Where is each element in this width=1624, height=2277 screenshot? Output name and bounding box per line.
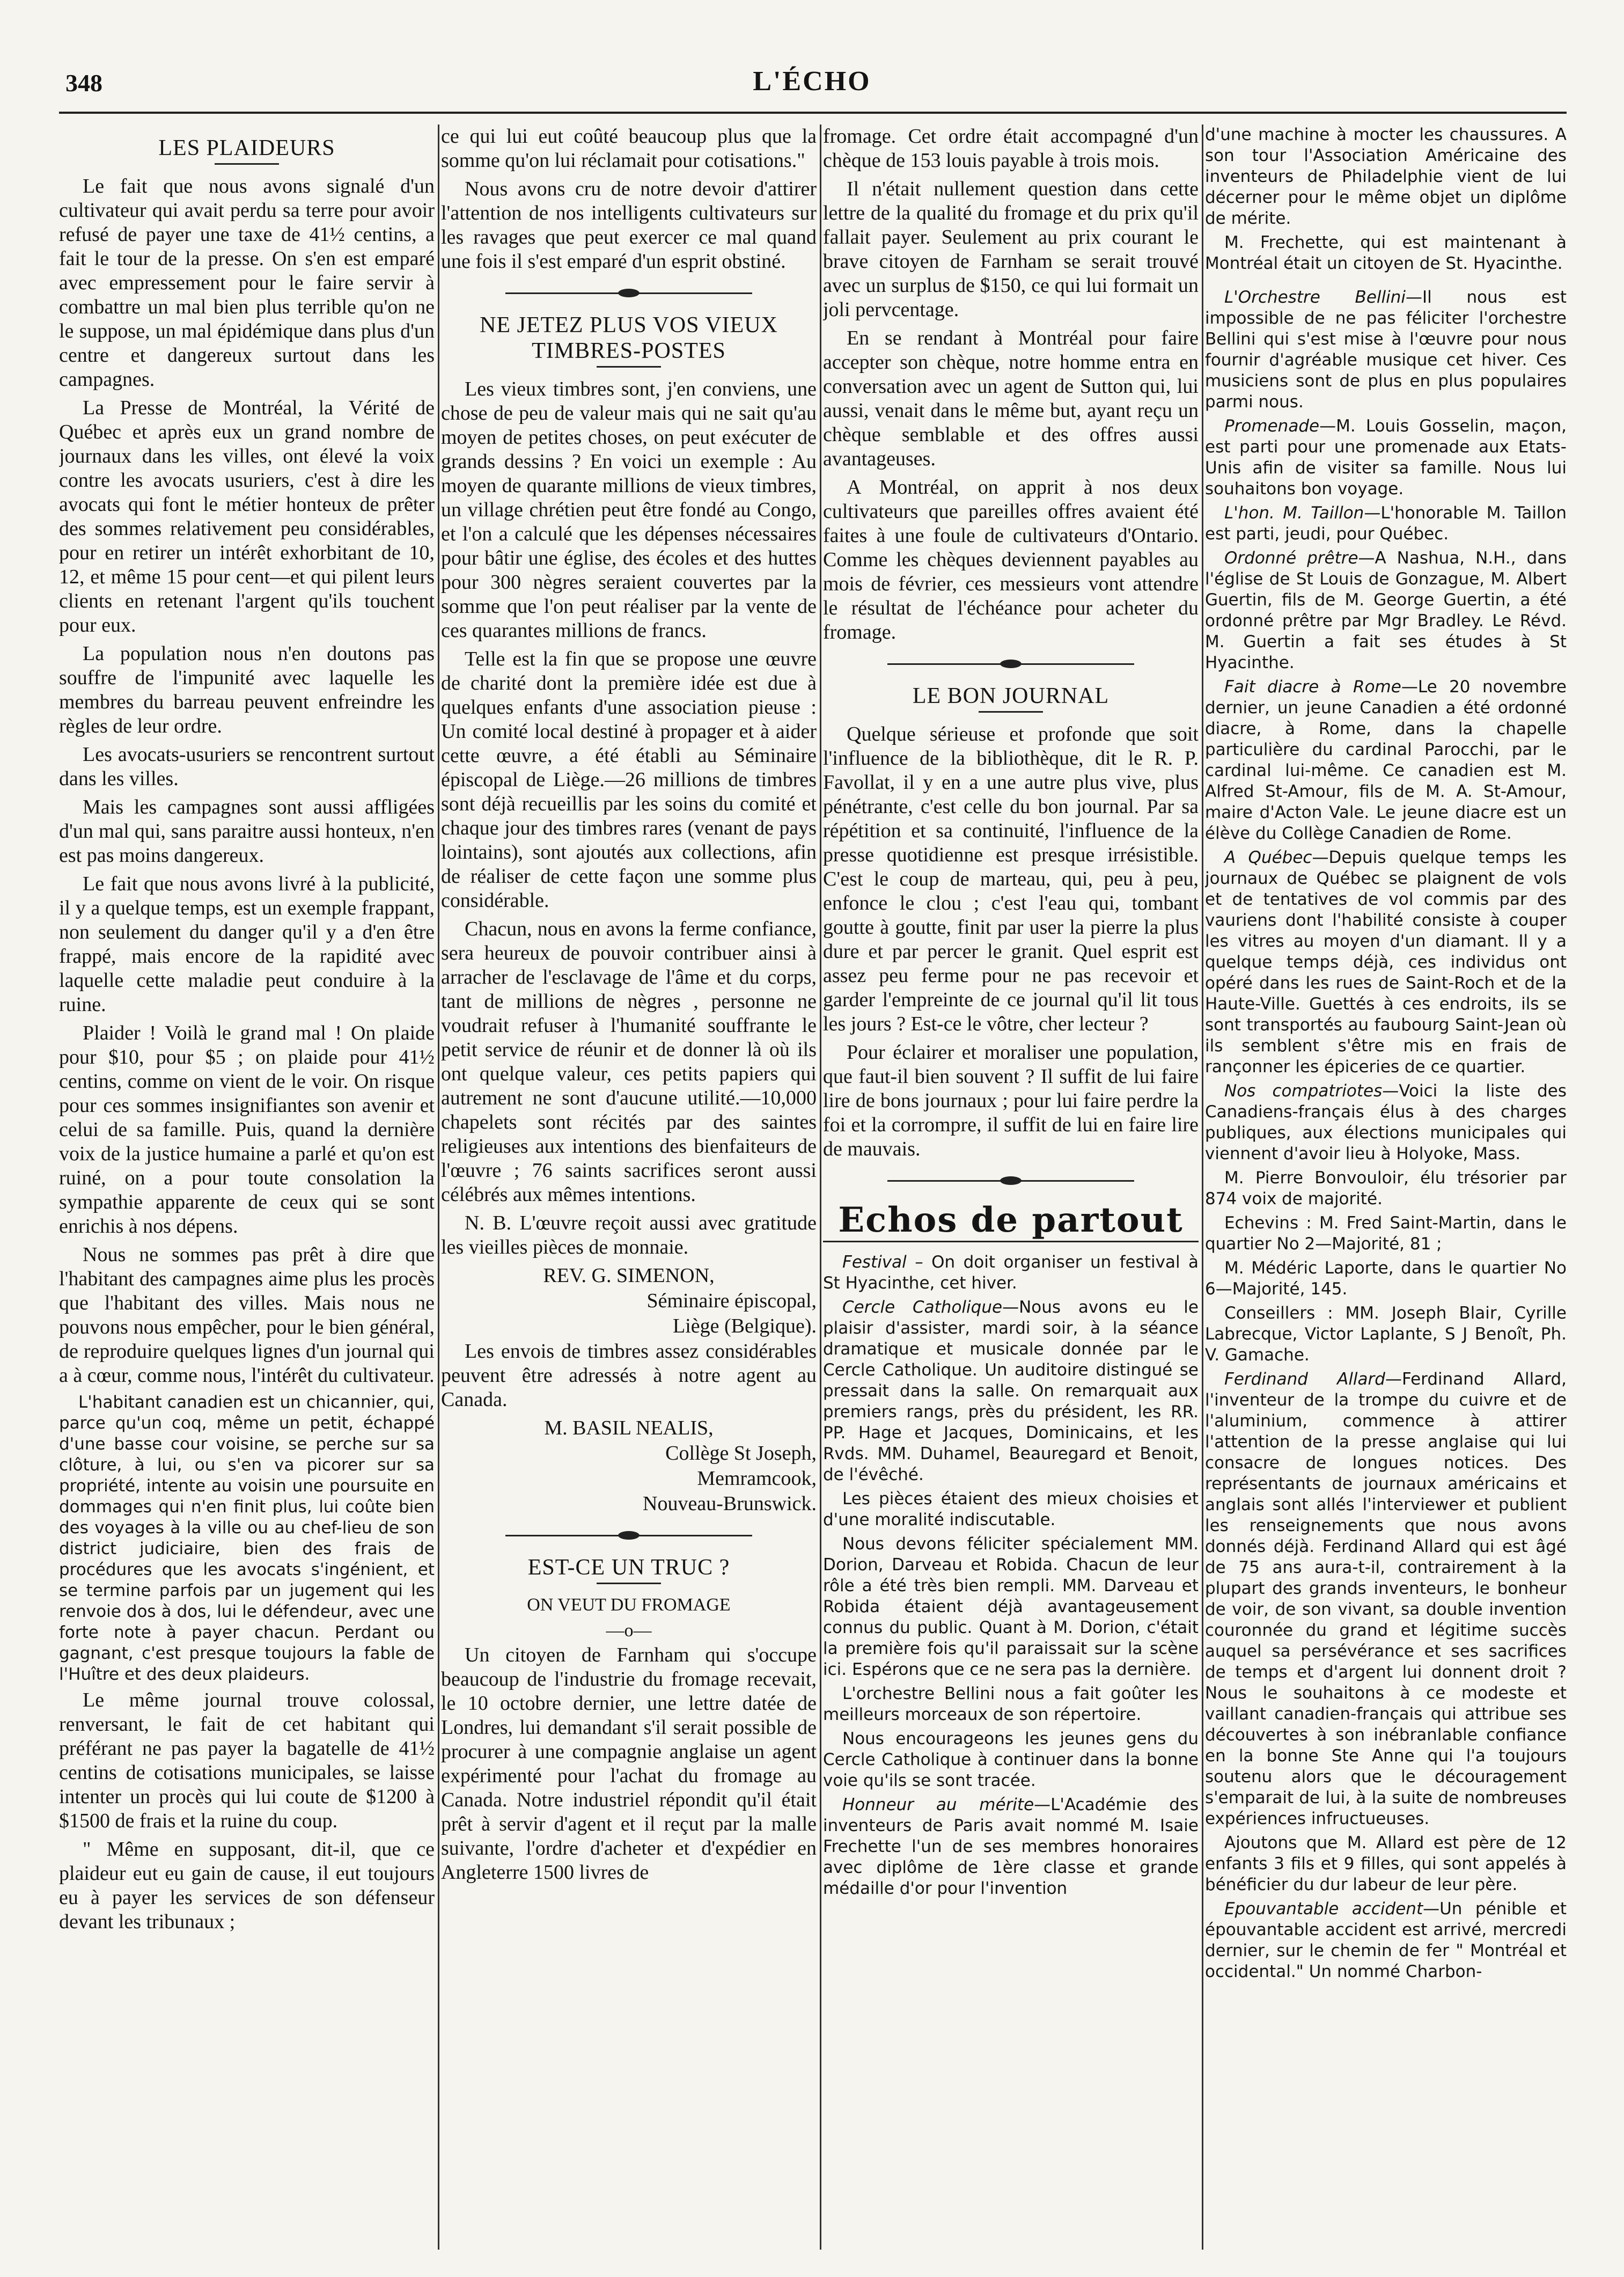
news-item [1205,677,1567,844]
signature-line: Nouveau-Brunswick. [643,1492,817,1515]
news-item-body: – On doit organiser un festival à St Hyacinthe, cet hiver. [823,1253,1199,1293]
news-item-lead: Ordonné prêtre [1224,548,1358,568]
masthead-title: L'ÉCHO [753,66,871,97]
column-1 [59,125,435,2250]
news-item [1205,1899,1567,1982]
paragraph: A Montréal, on apprit à nos deux cultivateurs que pareilles offres avaient été faites à une foule de cultivateurs d'Ontario. Comme les chèques deviennent payables au mois de février, ces messieurs vont attendre le résultat de l'échéance pour acheter du fromage. [823,476,1199,643]
news-item [823,1297,1199,1485]
news-item: M. Frechette, qui est maintenant à Montréal était un citoyen de St. Hyacinthe. [1205,233,1567,273]
title-rule [597,1583,661,1584]
news-item-lead: L'hon. M. Taillon [1224,503,1364,523]
paragraph: ce qui lui eut coûté beaucoup plus que la somme qu'on lui réclamait pour cotisations." [441,125,817,172]
paragraph: Les avocats-usuriers se rencontrent surtout dans les villes. [59,743,435,790]
news-item-lead: Ferdinand Allard [1224,1370,1385,1389]
brief-news [823,1252,1199,1899]
article-subtitle: ON VEUT DU FROMAGE [527,1595,731,1615]
news-item-body: —A Nashua, N.H., dans l'église de St Louis de Gonzague, M. Albert Guertin, fils de M. George Guertin, a été ordonné prêtre par Mgr Bradley. Le Révd. M. Guertin a fait ses études à St Hyacinthe. [1205,548,1567,672]
news-item-body: —Depuis quelque temps les journaux de Québec se plaignent de vols et de tentatives de vol commis par des vauriens dont l'habilité consiste à couper les vitres au moyen d'un diamant. Il y a quelque temps déjà, ces individus ont opéré dans les rues de Saint-Roch et de la Haute-Ville. Guettés à ces endroits, ils se sont transportés au faubourg Saint-Jean où ils semblent s'être mis en frais de rançonner les épiceries de ce quartier. [1205,848,1567,1077]
subtitle-separator: —o— [606,1621,652,1641]
paragraph: L'habitant canadien est un chicannier, qui, parce qu'un coq, même un petit, échappé d'une basse cour voisine, se perche sur sa clôture, à lui, ou s'en va picorer sur sa propriété, intente au voisin une poursuite en dommages qui n'en finit plus, lui coûte bien des voyages à la ville ou au chef-lieu de son district judiciaire, bien des frais de procédures que les avocats s'ingénient, et se termine parfois par un jugement qui les renvoie dos à dos, lui le défendeur, avec une forte note à payer chacun. Perdant ou gagnant, c'est presque toujours la fable de l'Huître et des deux plaideurs. [59,1393,435,1684]
title-rule [215,163,279,165]
news-item-body: —Le 20 novembre dernier, un jeune Canadien a été ordonné diacre, à Rome, dans la chapelle particulière du cardinal Parocchi, par le cardinal lui-même. Ce canadien est M. Alfred St-Amour, fils de M. A. St-Amour, maire d'Acton Vale. Le jeune diacre est un élève du Collège Canadien de Rome. [1205,677,1567,843]
news-item [1205,1369,1567,1829]
news-item-body: —L'honorable M. Taillon est parti, jeudi, pour Québec. [1205,503,1567,544]
news-item: L'orchestre Bellini nous a fait goûter les meilleurs morceaux de son répertoire. [823,1684,1199,1724]
paragraph: La Presse de Montréal, la Vérité de Québec et après eux un grand nombre de journaux dans les villes, ont élevé la voix contre les avocats usuriers, c'est à dire les avocats qui font le métier honteux de prêter des sommes relativement peu considérables, pour en retirer un intérêt exhorbitant de 10, 12, et même 15 pour cent—et qui pilent leurs clients en retenant l'argent qu'ils touchent pour eux. [59,397,435,636]
signature-line: REV. G. SIMENON, [543,1264,715,1287]
article-title: NE JETEZ PLUS VOS VIEUX TIMBRES-POSTES [480,313,778,363]
paragraph: Le fait que nous avons livré à la publicité, il y a quelque temps, est un exemple frappant, non seulement du danger qu'il y a d'en être frappé, mais encore de la rapidité avec laquelle cette maladie peut conduire à la ruine. [59,873,435,1016]
column-divider [1202,125,1203,2250]
news-item: Conseillers : MM. Joseph Blair, Cyrille Labrecque, Victor Laplante, S J Benoît, Ph. V. Gamache. [1205,1304,1567,1365]
paragraph: Telle est la fin que se propose une œuvre de charité dont la première idée est due à quelques enfants d'une association pieuse : Un comité local destiné à propager et à aider cette œuvre, a été établi au Séminaire épiscopal de Liège.—26 millions de timbres sont déjà recueillis par les soins du comité et chaque jour des timbres rares (venant de pays lointains), sont ajoutés aux collections, afin de réaliser de cette façon une somme plus considérable. [441,648,817,912]
news-item [1205,548,1567,673]
news-item [1205,503,1567,545]
news-item [1205,1081,1567,1165]
news-item-lead: L'Orchestre Bellini [1224,288,1406,307]
news-item-lead: Cercle Catholique [842,1298,1003,1317]
news-item: Ajoutons que M. Allard est père de 12 enfants 3 fils et 9 filles, qui sont appelés à bénéficier du dur labeur de leur père. [1205,1833,1567,1894]
signature-line: Séminaire épiscopal, [646,1290,817,1312]
paragraph: " Même en supposant, dit-il, que ce plaideur eut eu gain de cause, il eut toujours eu à payer les services de son défenseur devant les tribunaux ; [59,1838,435,1933]
news-item-body: —M. Louis Gosselin, maçon, est parti pour une promenade aux Etats-Unis afin de visiter sa famille. Nous lui souhaitons bon voyage. [1205,416,1567,499]
news-item: Nous encourageons les jeunes gens du Cercle Catholique à continuer dans la bonne voie qu'ils se sont tracée. [823,1729,1199,1790]
paragraph: Nous avons cru de notre devoir d'attirer l'attention de nos intelligents cultivateurs sur les ravages que peut exercer ce mal quand une fois il s'est emparé d'un esprit obstiné. [441,178,817,273]
section-ornament [887,1176,1134,1185]
paragraph: fromage. Cet ordre était accompagné d'un chèque de 153 louis payable à trois mois. [823,125,1199,172]
news-item: M. Médéric Laporte, dans le quartier No 6—Majorité, 145. [1205,1258,1567,1299]
paragraph: Quelque sérieuse et profonde que soit l'influence de la bibliothèque, dit le R. P. Favollat, il y en a une autre plus vive, plus pénétrante, c'est celle du bon journal. Par sa répétition et sa continuité, l'influence de la presse quotidienne est presque irrésistible. C'est le coup de marteau, qui, peu à peu, enfonce le clou ; c'est l'eau qui, tombant goutte à goutte, finit par user la pierre la plus dure et par percer le granit. Quel esprit est assez peu ferme pour ne pas recevoir et garder l'empreinte de ce journal qu'il lit tous les jours ? Est-ce le vôtre, cher lecteur ? [823,723,1199,1035]
signature-line: Memramcook, [697,1467,817,1490]
paragraph: Un citoyen de Farnham qui s'occupe beaucoup de l'industrie du fromage recevait, le 10 octobre dernier, une lettre datée de Londres, lui demandant s'il serait possible de procurer à une compagnie anglaise un agent expérimenté pour l'achat du fromage au Canada. Notre industriel répondit qu'il était prêt à servir d'agent et il reçut par la malle suivante, l'ordre d'acheter et d'expédier en Angleterre 1500 livres de [441,1644,817,1884]
section-heading-blackletter: Echos de partout [823,1200,1199,1242]
news-item-body: —Nous avons eu le plaisir d'assister, mardi soir, à la séance dramatique et musicale donnée par le Cercle Catholique. Un auditoire distingué se pressait dans la salle. On remarquait aux premiers rangs, près du président, les RR. PP. Hage et Jacques, Dominicains, et les Rvds. MM. Duhamel, Beauregard et Benoit, de l'évêché. [823,1298,1199,1484]
quoted-excerpt [59,1392,435,1685]
news-item-body: —Ferdinand Allard, l'inventeur de la trompe du cuivre et de l'aluminium, commence à attirer l'attention de la presse anglaise qui lui consacre de longues notices. Des représentants de journaux américains et anglais sont allés l'interviewer et publient les renseignements que nous avons donnés déjà. Ferdinand Allard qui est âgé de 75 ans aura-t-il, contrairement à la plupart des grands inventeurs, le bonheur de voir, de son vivant, sa double invention couronnée du grand et légitime succès auquel sa persévérance et ses sacrifices de temps et d'argent lui donnent droit ? Nous le souhaitons à ce modeste et vaillant canadien-français qui attribue ses découvertes à son inébranlable confiance en la bonne Ste Anne qui l'a toujours soutenu alors que le découragement s'emparait de lui, à la suite de nombreuses expériences infructueuses. [1205,1370,1567,1828]
news-item-body: —Voici la liste des Canadiens-français élus à des charges publiques, aux élections municipales qui viennent d'avoir lieu à Holyoke, Mass. [1205,1081,1567,1163]
paragraph: Pour éclairer et moraliser une population, que faut-il bien souvent ? Il suffit de lui faire lire de bons journaux ; pour lui faire perdre la foi et la corrompre, il suffit de lui en faire lire de mauvais. [823,1041,1199,1160]
news-item-body: —L'Académie des inventeurs de Paris avait nommé M. Isaie Frechette l'un de ses membres honoraires avec diplôme de 1ère classe et grande médaille d'or pour l'invention [823,1795,1199,1898]
news-item-lead: Promenade [1224,416,1320,436]
news-item-body: —Il nous est impossible de ne pas féliciter l'orchestre Bellini qui s'est mise à l'œuvre pour nous fournir d'agréable musique cet hiver. Ces musiciens sont de plus en plus populaires parmi nous. [1205,288,1567,412]
paragraph: Plaider ! Voilà le grand mal ! On plaide pour $10, pour $5 ; on plaide pour 41½ centins, comme on vient de le voir. On risque pour ces sommes insignifiantes son avenir et celui de sa famille. Puis, quand la dernière voix de la justice humaine a parlé et qu'on est ruiné, on a pour toute consolation la sympathie apparente de ceux qui se sont enrichis à nos dépens. [59,1022,435,1238]
column-3 [823,125,1199,2250]
page-number: 348 [65,69,102,97]
news-item [823,1795,1199,1899]
title-rule [979,711,1043,713]
section-ornament [505,1531,752,1540]
paragraph: Le même journal trouve colossal, renversant, le fait de cet habitant qui préférant ne pas payer la bagatelle de 41½ centins de cotisations municipales, se laisse intenter un procès qui lui coute de $1200 à $1500 de frais et la ruine du coup. [59,1689,435,1832]
paragraph: N. B. L'œuvre reçoit aussi avec gratitude les vieilles pièces de monnaie. [441,1212,817,1258]
section-ornament [887,660,1134,668]
paragraph: Chacun, nous en avons la ferme confiance, sera heureux de pouvoir contribuer ainsi à arracher de l'esclavage de l'âme et du corps, tant de millions de nègres , personne ne voudrait refuser à l'humanité souffrante le petit service de réunir et de donner là où ils ont quelque valeur, ces petits papiers qui autrement ne sont d'aucune utilité.—10,000 chapelets sont récités par des saintes religieuses aux intentions des bienfaiteurs de l'œuvre ; 76 saints sacrifices seront aussi célébrés aux mêmes intentions. [441,918,817,1206]
news-item-lead: Epouvantable accident [1224,1899,1423,1919]
column-2 [441,125,817,2250]
news-item-lead: Fait diacre à Rome [1224,677,1401,697]
signature-line: Liège (Belgique). [672,1315,817,1337]
section-ornament [505,289,752,297]
paragraph: Les envois de timbres assez considérables peuvent être adressés à notre agent au Canada. [441,1340,817,1411]
news-item: d'une machine à mocter les chaussures. A son tour l'Association Américaine des inventeurs de Philadelphie vient de lui décerner pour le même objet un diplôme de mérite. [1205,125,1567,228]
news-item-lead: Honneur au mérite [842,1795,1034,1814]
title-rule [597,366,661,368]
news-item: Nous devons féliciter spécialement MM. Dorion, Darveau et Robida. Chacun de leur rôle a été très bien rempli. MM. Darveau et Robida étaient déjà avantageusement connus du public. Quant à M. Dorion, c'était la première fois qu'il paraissait sur la scène ici. Espérons que ce ne sera pas la dernière. [823,1534,1199,1679]
column-divider [820,125,821,2250]
news-item: M. Pierre Bonvouloir, élu trésorier par 874 voix de majorité. [1205,1168,1567,1209]
paragraph: Mais les campagnes sont aussi affligées d'un mal qui, sans paraitre aussi honteux, n'en est pas moins dangereux. [59,796,435,867]
news-item [1205,416,1567,500]
column-divider [438,125,439,2250]
news-item-lead: Festival [842,1253,907,1272]
header-rule [59,112,1567,114]
paragraph: Nous ne sommes pas prêt à dire que l'habitant des campagnes aime plus les procès que l'habitant des villes. Mais nous ne pouvons nous empêcher, pour le bien général, de reproduire quelques lignes d'un journal qui a à cœur, comme nous, l'intérêt du cultivateur. [59,1243,435,1387]
column-4 [1205,125,1567,2250]
article-title: LE BON JOURNAL [912,684,1109,708]
signature-line: Collège St Joseph, [665,1442,817,1465]
paragraph: Les vieux timbres sont, j'en conviens, une chose de peu de valeur mais qui ne sait qu'au moyen de petites choses, on peut exécuter de grands dessins ? En voici un exemple : Au moyen de quarante millions de vieux timbres, un village chrétien peut être fondé au Congo, et l'on a calculé que les dépenses nécessaires pour bâtir une église, des écoles et des huttes pour 300 nègres seraient couvertes par la somme que l'on peut réaliser par la vente de ces quarantes millions de francs. [441,378,817,642]
news-item: Echevins : M. Fred Saint-Martin, dans le quartier No 2—Majorité, 81 ; [1205,1213,1567,1254]
signature-line: M. BASIL NEALIS, [544,1417,714,1439]
paragraph: Il n'était nullement question dans cette lettre de la qualité du fromage et du prix qu'il fallait payer. Seulement au prix courant le brave citoyen de Farnham se serait trouvé avec un surplus de $150, ce qui lui formait un joli pervcentage. [823,178,1199,321]
paragraph: Le fait que nous avons signalé d'un cultivateur qui avait perdu sa terre pour avoir refusé de payer une taxe de 41½ centins, a fait le tour de la presse. On s'en est emparé avec empressement pour le faire servir à combattre un mal bien plus terrible qu'on ne le suppose, un mal épidémique dans plus d'un centre et dangereux surtout dans les campagnes. [59,175,435,391]
news-item [1205,287,1567,413]
news-item [1205,847,1567,1078]
paragraph: En se rendant à Montréal pour faire accepter son chèque, notre homme entra en conversation avec un agent de Sutton qui, lui aussi, venait dans le même but, ayant reçu un chèque semblable et des offres aussi avantageuses. [823,327,1199,470]
news-item [823,1252,1199,1294]
news-item-body: —Un pénible et épouvantable accident est arrivé, mercredi dernier, sur le chemin de fer " Montréal et occidental." Un nommé Charbon- [1205,1899,1567,1981]
news-item: Les pièces étaient des mieux choisies et d'une moralité indiscutable. [823,1489,1199,1529]
news-item-lead: A Québec [1224,848,1312,867]
columns [59,125,1567,2250]
article-title: LES PLAIDEURS [158,136,335,160]
article-title: EST-CE UN TRUC ? [527,1555,730,1580]
news-item-lead: Nos compatriotes [1224,1081,1383,1101]
paragraph: La population nous n'en doutons pas souffre de l'impunité avec laquelle les membres du barreau peuvent enfreindre les règles de leur ordre. [59,642,435,737]
